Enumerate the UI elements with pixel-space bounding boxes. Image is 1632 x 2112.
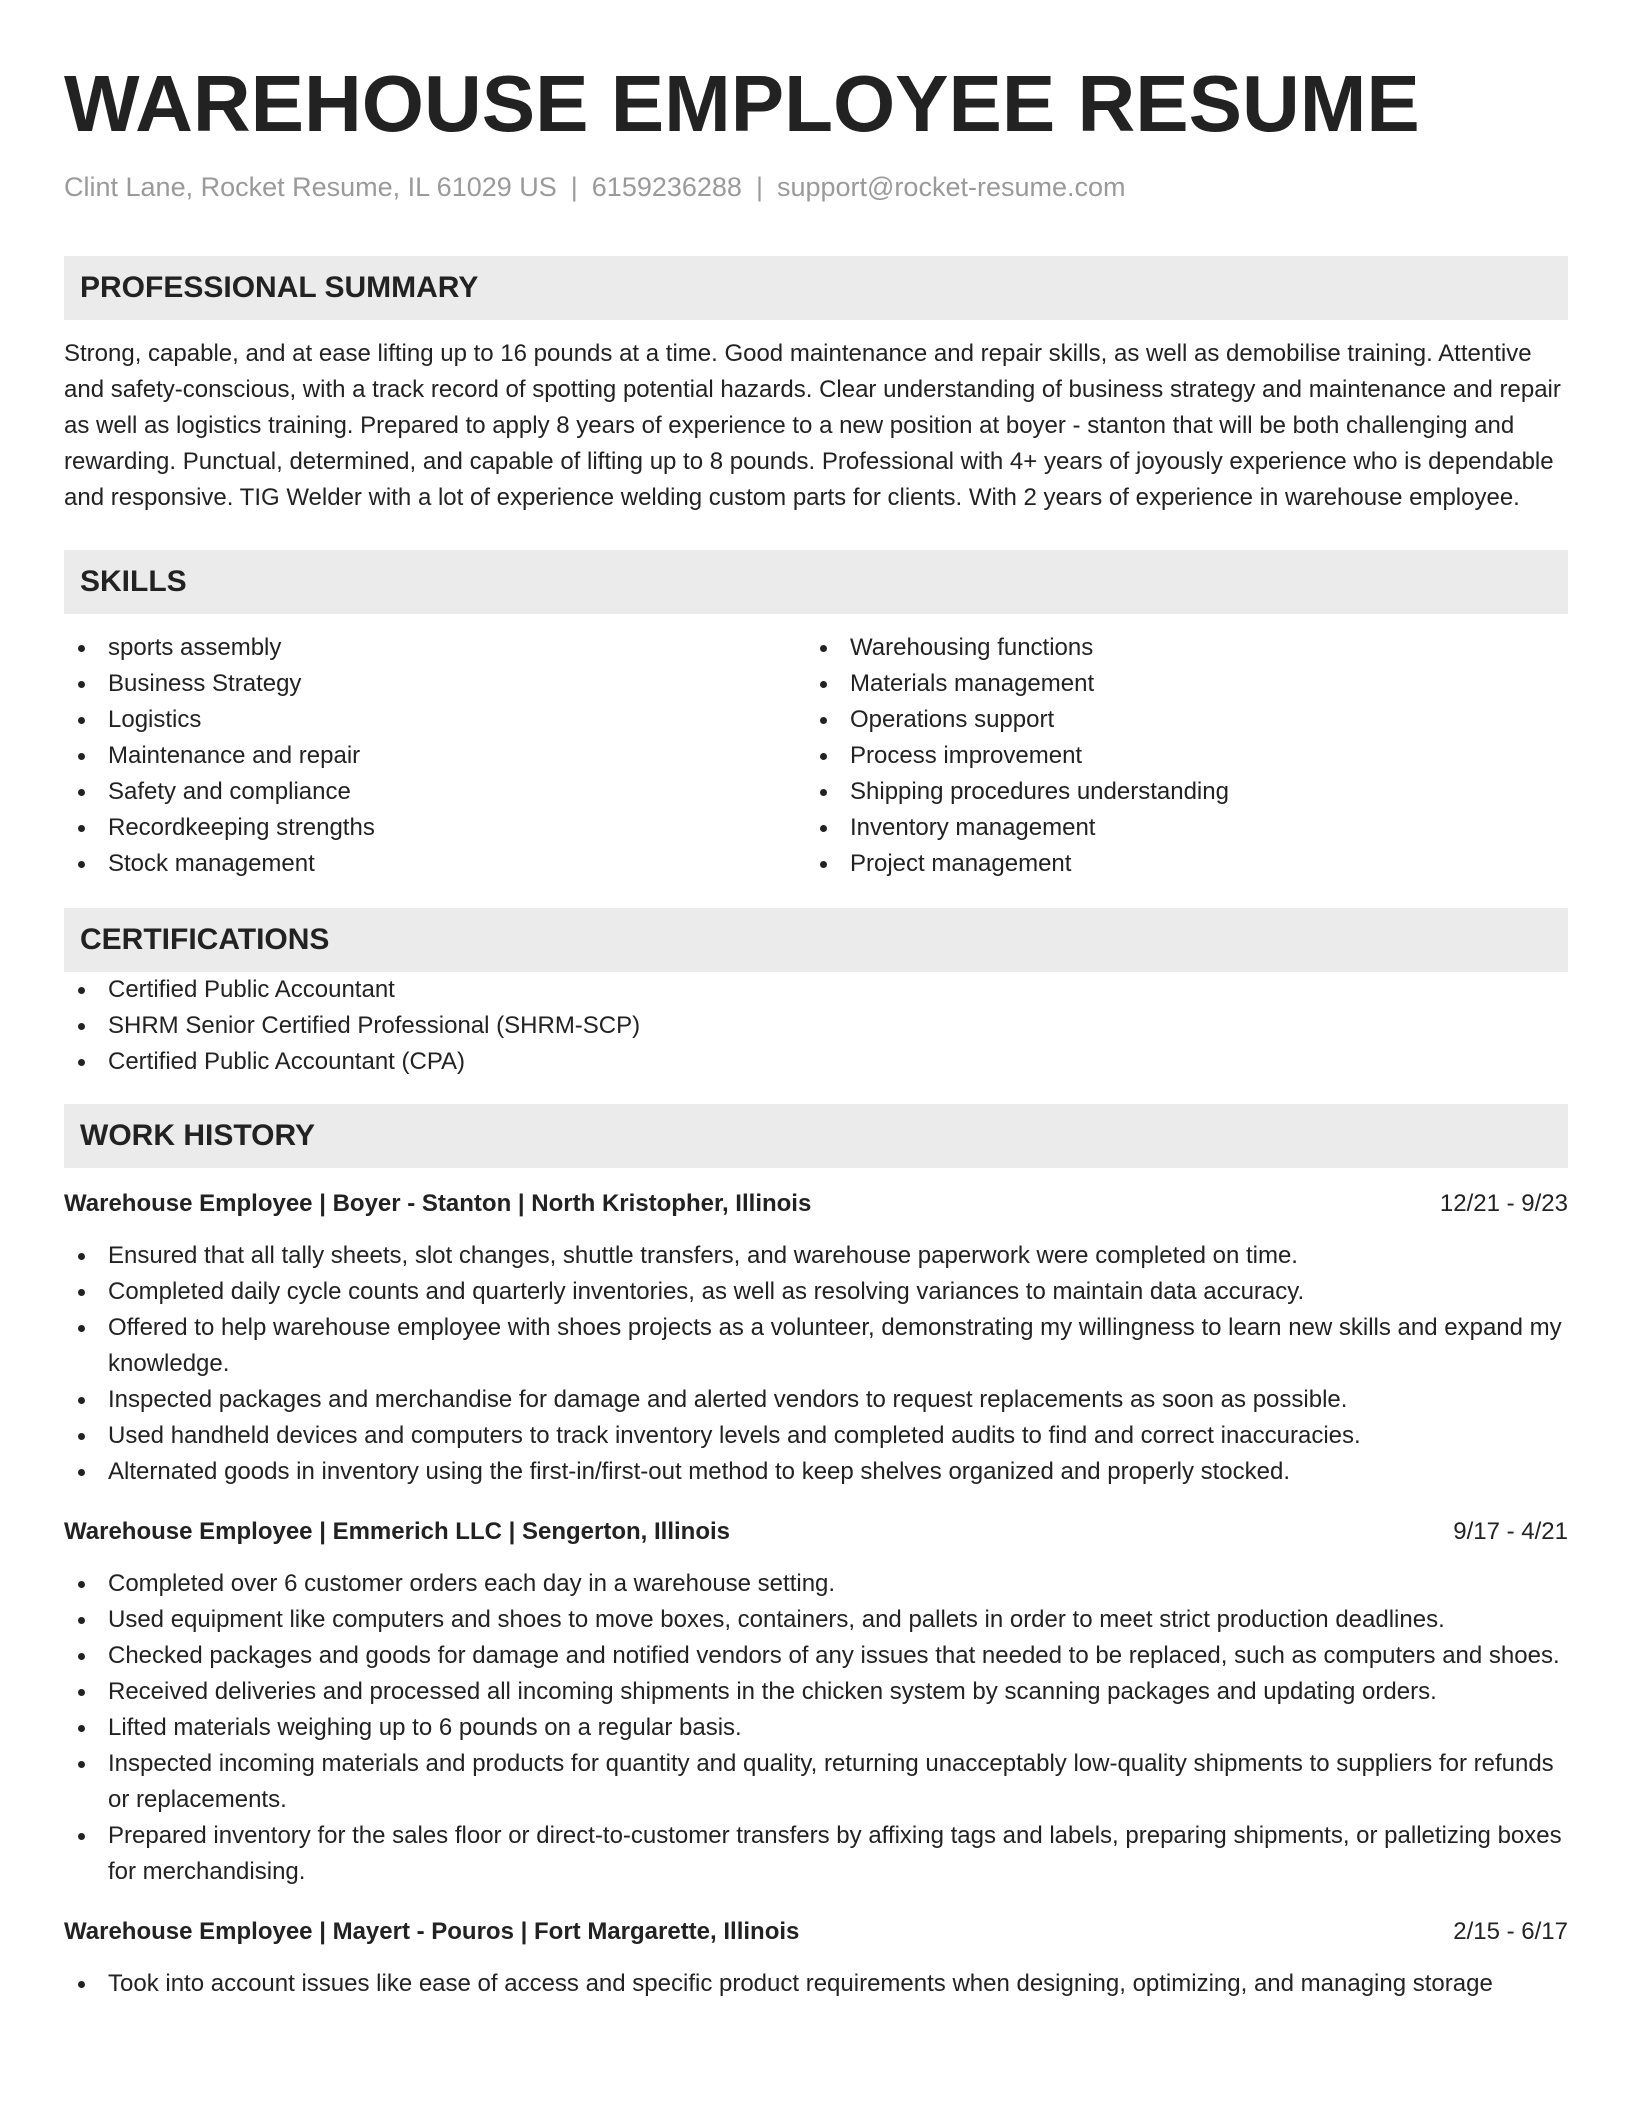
- certification-item: Certified Public Accountant (CPA): [64, 1044, 1568, 1080]
- job-header: [64, 1186, 1568, 1222]
- skill-item: Operations support: [806, 702, 1548, 738]
- job-bullet: Took into account issues like ease of access and specific product requirements when designing, optimizing, and managing storage: [64, 1966, 1568, 2002]
- skill-item: Materials management: [806, 666, 1548, 702]
- skill-item: Stock management: [64, 846, 806, 882]
- job-bullet: Inspected incoming materials and products for quantity and quality, returning unacceptably low-quality shipments to suppliers for refunds or replacements.: [64, 1746, 1568, 1818]
- job-bullets: [64, 1238, 1568, 1490]
- job-header: [64, 1514, 1568, 1550]
- skill-item: Business Strategy: [64, 666, 806, 702]
- job-title: Warehouse Employee | Emmerich LLC | Sengerton, Illinois: [64, 1518, 731, 1545]
- job-bullet: Completed daily cycle counts and quarterly inventories, as well as resolving variances to maintain data accuracy.: [64, 1274, 1568, 1310]
- job-bullet: Offered to help warehouse employee with shoes projects as a volunteer, demonstrating my willingness to learn new skills and expand my knowledge.: [64, 1310, 1568, 1382]
- skill-item: Process improvement: [806, 738, 1548, 774]
- contact-separator: |: [755, 172, 763, 202]
- contact-line: [64, 170, 1568, 204]
- job-bullet: Ensured that all tally sheets, slot changes, shuttle transfers, and warehouse paperwork were completed on time.: [64, 1238, 1568, 1274]
- job-header: [64, 1914, 1568, 1950]
- skills-column-right: [806, 630, 1548, 882]
- job-dates: 12/21 - 9/23: [1439, 1190, 1568, 1217]
- job-bullet: Checked packages and goods for damage and notified vendors of any issues that needed to be replaced, such as computers and shoes.: [64, 1638, 1568, 1674]
- summary-text: Strong, capable, and at ease lifting up to 16 pounds at a time. Good maintenance and repair skills, as well as demobilise training. Attentive and safety-conscious, with a track record of spotting potential hazards. Clear understanding of business strategy and maintenance and repair as well as logistics training. Prepared to apply 8 years of experience to a new position at boyer - stanton that will be both challenging and rewarding. Punctual, determined, and capable of lifting up to 8 pounds. Professional with 4+ years of joyously experience who is dependable and responsive. TIG Welder with a lot of experience welding custom parts for clients. With 2 years of experience in warehouse employee.: [64, 340, 1561, 511]
- job-title: Warehouse Employee | Mayert - Pouros | Fort Margarette, Illinois: [64, 1918, 800, 1945]
- contact-separator: |: [570, 172, 578, 202]
- certification-item: SHRM Senior Certified Professional (SHRM-SCP): [64, 1008, 1568, 1044]
- job-bullet: Inspected packages and merchandise for damage and alerted vendors to request replacements as soon as possible.: [64, 1382, 1568, 1418]
- summary-heading: PROFESSIONAL SUMMARY: [64, 256, 1568, 320]
- skills-column-left: [64, 630, 806, 882]
- contact-address: Clint Lane, Rocket Resume, IL 61029 US: [64, 172, 557, 202]
- resume-title: WAREHOUSE EMPLOYEE RESUME: [64, 59, 1420, 148]
- job-bullet: Alternated goods in inventory using the first-in/first-out method to keep shelves organized and properly stocked.: [64, 1454, 1568, 1490]
- job-bullet: Used equipment like computers and shoes to move boxes, containers, and pallets in order to meet strict production deadlines.: [64, 1602, 1568, 1638]
- certifications-heading: CERTIFICATIONS: [64, 908, 1568, 972]
- job-dates: 9/17 - 4/21: [1453, 1518, 1568, 1545]
- job-title: Warehouse Employee | Boyer - Stanton | North Kristopher, Illinois: [64, 1190, 812, 1217]
- skills-heading: SKILLS: [64, 550, 1568, 614]
- work-history-heading: WORK HISTORY: [64, 1104, 1568, 1168]
- skill-item: Logistics: [64, 702, 806, 738]
- skill-item: Recordkeeping strengths: [64, 810, 806, 846]
- resume-page: [64, 0, 1568, 2002]
- contact-email: support@rocket-resume.com: [776, 172, 1126, 202]
- certifications-list: [64, 972, 1568, 1080]
- skill-item: Inventory management: [806, 810, 1548, 846]
- skill-item: Project management: [806, 846, 1548, 882]
- contact-phone: 6159236288: [591, 172, 742, 202]
- skill-item: sports assembly: [64, 630, 806, 666]
- job-bullet: Lifted materials weighing up to 6 pounds on a regular basis.: [64, 1710, 1568, 1746]
- job-bullet: Prepared inventory for the sales floor or direct-to-customer transfers by affixing tags and labels, preparing shipments, or palletizing boxes for merchandising.: [64, 1818, 1568, 1890]
- job-bullets: [64, 1966, 1568, 2002]
- certification-item: Certified Public Accountant: [64, 972, 1568, 1008]
- job-bullet: Completed over 6 customer orders each day in a warehouse setting.: [64, 1566, 1568, 1602]
- job-bullets: [64, 1566, 1568, 1890]
- job-bullet: Received deliveries and processed all incoming shipments in the chicken system by scanning packages and updating orders.: [64, 1674, 1568, 1710]
- skill-item: Shipping procedures understanding: [806, 774, 1548, 810]
- job-entry: [64, 1186, 1568, 1490]
- skills-list: [64, 630, 1568, 882]
- job-entry: [64, 1514, 1568, 1890]
- skill-item: Maintenance and repair: [64, 738, 806, 774]
- job-dates: 2/15 - 6/17: [1453, 1918, 1568, 1945]
- skill-item: Warehousing functions: [806, 630, 1548, 666]
- job-entry: [64, 1914, 1568, 2002]
- work-history-list: [64, 1186, 1568, 2002]
- skill-item: Safety and compliance: [64, 774, 806, 810]
- job-bullet: Used handheld devices and computers to track inventory levels and completed audits to find and correct inaccuracies.: [64, 1418, 1568, 1454]
